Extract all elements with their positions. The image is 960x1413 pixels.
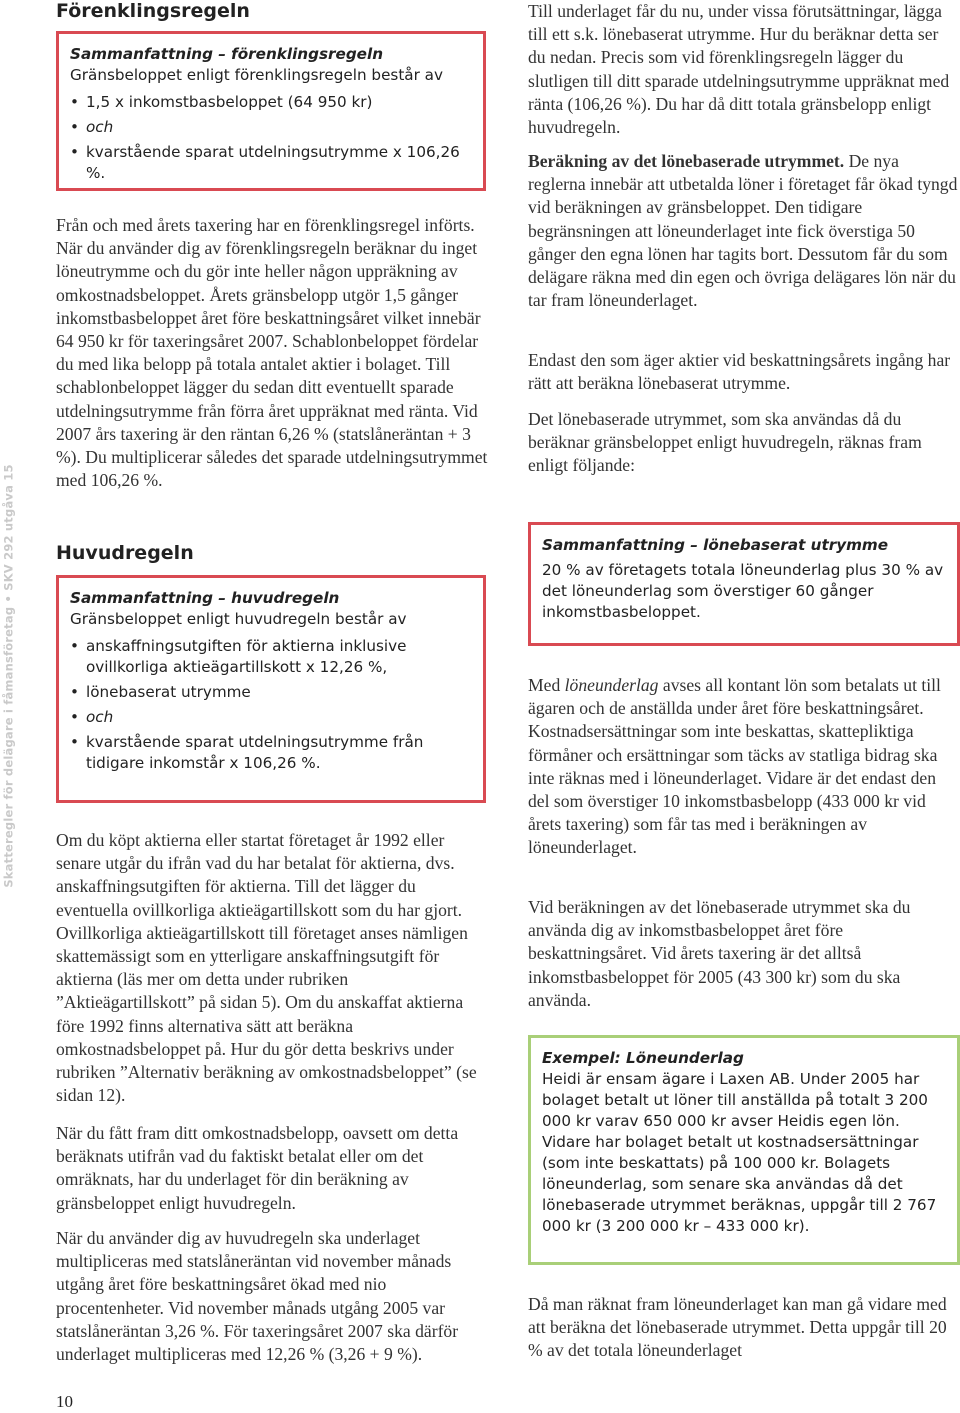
paragraph: Vid beräkningen av det lönebaserade utrymmet ska du använda dig av inkomstbasbeloppet året före beskattningsåret. Vid årets taxering är det alltså inkomstbasbeloppet för 2005 (43 300 kr) som du ska använda. xyxy=(528,897,911,1010)
paragraph xyxy=(528,150,958,312)
box-list xyxy=(70,636,471,774)
box-list xyxy=(70,92,471,184)
paragraph: Endast den som äger aktier vid beskattningsårets ingång har rätt att beräkna lönebaserat utrymme. xyxy=(528,350,951,394)
summary-box-lonebaserat-utrymme xyxy=(528,522,960,646)
list-item: • lönebaserat utrymme xyxy=(70,682,471,703)
italic-term: löneunderlag xyxy=(564,675,659,695)
och-connector: • och xyxy=(70,117,471,138)
paragraph: Till underlaget får du nu, under vissa förutsättningar, lägga till ett s.k. lönebaserat utrymme. Hur du beräknar detta ser du nedan. Precis som vid förenklingsregeln lägger du slutligen till ditt sparade utdelningsutrymme uppräknat med ränta (106,26 %). Du har då ditt totala gränsbelopp enligt huvudregeln. xyxy=(528,1,950,138)
box-title: Sammanfattning – lönebaserat utrymme xyxy=(542,536,889,554)
box-text: Heidi är ensam ägare i Laxen AB. Under 2005 har bolaget betalt ut löner till anställda på totalt 3 200 000 kr varav 650 000 kr avser Heidis egen lön. Vidare har bolaget betalt ut kostnadsersättningar (som inte beskattats) på 100 000 kr. Bolagets löneunderlag, som senare ska användas då det lönebaserade utrymmet beräknas, uppgår till 2 767 000 kr (3 200 000 kr – 433 000 kr). xyxy=(542,1070,937,1235)
box-intro: Gränsbeloppet enligt förenklingsregeln består av xyxy=(70,66,443,84)
paragraph: När du använder dig av huvudregeln ska underlaget multipliceras med statslåneräntan vid november månads utgång året före beskattningsåret ökad med nio procentenheter. Vid november månads utgång 2005 var statslåneräntan 3,26 %. För taxeringsåret 2007 ska därför underlaget multipliceras med 12,26 % (3,26 + 9 %). xyxy=(56,1228,459,1365)
list-item: • anskaffningsutgiften för aktierna inklusive ovillkorliga aktieägartillskott x 12,26 %, xyxy=(70,636,471,678)
paragraph: Från och med årets taxering har en förenklingsregel införts. När du använder dig av förenklingsregeln beräknar du inget löneutrymme och du gör inte heller någon uppräkning av omkostnadsbeloppet. Årets gränsbelopp utgör 1,5 gånger inkomstbasbeloppet året före beskattningsåret vilket innebär 64 950 kr för taxeringsåret 2007. Schablonbeloppet fördelar du med lika belopp på totala antalet aktier i bolaget. Till schablonbeloppet lägger du sedan ditt eventuellt sparade utdelningsutrymme från förra året uppräknat med ränta. Vid 2007 års taxering är den räntan 6,26 % (statslåneräntan + 3 %). Du multiplicerar således det sparade utdelningsutrymmet med 106,26 %. xyxy=(56,215,488,491)
summary-box-forenklingsregeln xyxy=(56,31,486,191)
paragraph-text: avses all kontant lön som betalats ut till ägaren och de anställda under året före beskattningsåret. Kostnadsersättningar som inte beskattas, skattepliktiga förmåner och ersättningar som täcks av statliga bidrag ska inte räknas med i löneunderlaget. Vidare är det endast den del som överstiger 10 inkomstbasbelopp (433 000 kr vid årets taxering) som får tas med i beräkningen av löneunderlaget. xyxy=(528,675,941,858)
box-text: 20 % av företagets totala löneunderlag plus 30 % av det löneunderlag som överstiger 60 gånger inkomstbasbeloppet. xyxy=(542,561,944,621)
paragraph: När du fått fram ditt omkostnadsbelopp, oavsett om detta beräknats utifrån vad du faktiskt betalat eller om det omräknats, har du underlaget för din beräkning av gränsbeloppet enligt huvudregeln. xyxy=(56,1123,459,1213)
paragraph xyxy=(528,674,958,860)
paragraph: Då man räknat fram löneunderlaget kan man gå vidare med att beräkna det lönebaserade utrymmet. Detta uppgår till 20 % av det totala löneunderlaget xyxy=(528,1294,947,1361)
paragraph: Om du köpt aktierna eller startat företaget år 1992 eller senare utgår du ifrån vad du har betalat för aktierna, dvs. anskaffningsutgiften för aktierna. Till det lägger du eventuella ovillkorliga aktieägartillskott som du har gjort. Ovillkorliga aktieägartillskott till företaget anses nämligen skattemässigt som en ytterligare anskaffningsutgift för aktierna (läs mer om detta under rubriken ”Aktieägartillskott” på sidan 5). Om du anskaffat aktierna före 1992 finns alternativa sätt att beräkna omkostnadsbeloppet på. Hur du gör detta beskrivs under rubriken ”Alternativ beräkning av omkostnadsbeloppet” (se sidan 12). xyxy=(56,830,477,1106)
list-item: • kvarstående sparat utdelningsutrymme från tidigare inkomstår x 106,26 %. xyxy=(70,732,471,774)
summary-box-huvudregeln xyxy=(56,575,486,803)
box-title: Sammanfattning – förenklingsregeln xyxy=(70,45,384,63)
heading-forenklingsregeln: Förenklingsregeln xyxy=(56,0,250,22)
box-title: Exempel: Löneunderlag xyxy=(542,1049,744,1067)
box-intro: Gränsbeloppet enligt huvudregeln består av xyxy=(70,610,407,628)
example-box-loneunderlag xyxy=(528,1035,960,1265)
box-title: Sammanfattning – huvudregeln xyxy=(70,589,340,607)
heading-huvudregeln: Huvudregeln xyxy=(56,542,194,564)
list-item: • 1,5 x inkomstbasbeloppet (64 950 kr) xyxy=(70,92,471,113)
paragraph: Det lönebaserade utrymmet, som ska användas då du beräknar gränsbeloppet enligt huvudregeln, räknas fram enligt följande: xyxy=(528,409,922,476)
och-connector: • och xyxy=(70,707,471,728)
paragraph-text: Med xyxy=(528,675,565,695)
inline-heading: Beräkning av det lönebaserade utrymmet. xyxy=(528,151,845,171)
sidebar-publication-label: Skatteregler för delägare i fåmansföretag • SKV 292 utgåva 15 xyxy=(2,464,16,888)
paragraph-text: De nya reglerna innebär att utbetalda löner i företaget får ökad tyngd vid beräkningen av gränsbeloppet. Den tidigare begränsningen att löneunderlaget inte fick överstiga 50 gånger den egna lönen har tagits bort. Dessutom får du som delägare räkna med din egen och övriga delägares lön när du tar fram löneunderlaget. xyxy=(528,151,958,311)
page-number: 10 xyxy=(56,1392,73,1411)
list-item: • kvarstående sparat utdelningsutrymme x 106,26 %. xyxy=(70,142,471,184)
